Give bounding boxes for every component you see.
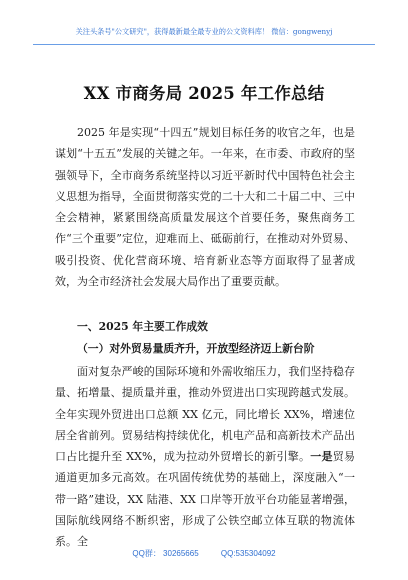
footer-qq: QQ:535304092 xyxy=(220,549,276,558)
trade-paragraph-text-2: 贸易通道更加多元高效。在巩固传统优势的基础上，深度融入“一带一路”建设，XX 陆港、XX 口岸等开放平台功能显著增强，国际航线网络不断织密，形成了公铁空邮立体互联的物流体系。全 xyxy=(55,450,356,549)
header-promo-note: 关注头条号"公文研究"，获得最新最全最专业的公文资料库！ 微信：gongwenyj xyxy=(75,27,333,36)
footer-contact xyxy=(0,548,408,559)
subsection-heading: （一）对外贸易量质齐升，开放型经济迈上新台阶 xyxy=(77,342,315,355)
document-title: XX 市商务局 2025 年工作总结 xyxy=(83,84,325,103)
trade-paragraph-emphasis: 一是 xyxy=(310,450,333,464)
intro-paragraph: 2025 年是实现“十四五”规划目标任务的收官之年，也是谋划“十五五”发展的关键之年。一年来，在市委、市政府的坚强领导下，全市商务系统坚持以习近平新时代中国特色社会主义思想为指导，全面贯彻落实党的二十大和二十届二中、三中全会精神，紧紧围绕高质量发展这个首要任务，聚焦商务工作“三个重要”定位，迎难而上、砥砺前行，在推动对外贸易、吸引投资、优化营商环境、培育新业态等方面取得了显著成效，为全市经济社会发展大局作出了重要贡献。 xyxy=(55,126,355,289)
header-divider xyxy=(33,44,375,45)
trade-paragraph xyxy=(55,361,355,553)
footer-qq-group: QQ群： 30265665 xyxy=(132,549,199,558)
trade-paragraph-text-1: 面对复杂严峻的国际环境和外需收缩压力，我们坚持稳存量、拓增量、提质量并重，推动外贸进出口实现跨越式发展。全年实现外贸进出口总额 XX 亿元，同比增长 XX%，增速位居全省前列。贸易结构持续优化，机电产品和高新技术产品出口占比提升至 XX%，成为拉动外贸增长的新引擎。 xyxy=(55,365,355,464)
section-heading: 一、2025 年主要工作成效 xyxy=(77,320,208,333)
